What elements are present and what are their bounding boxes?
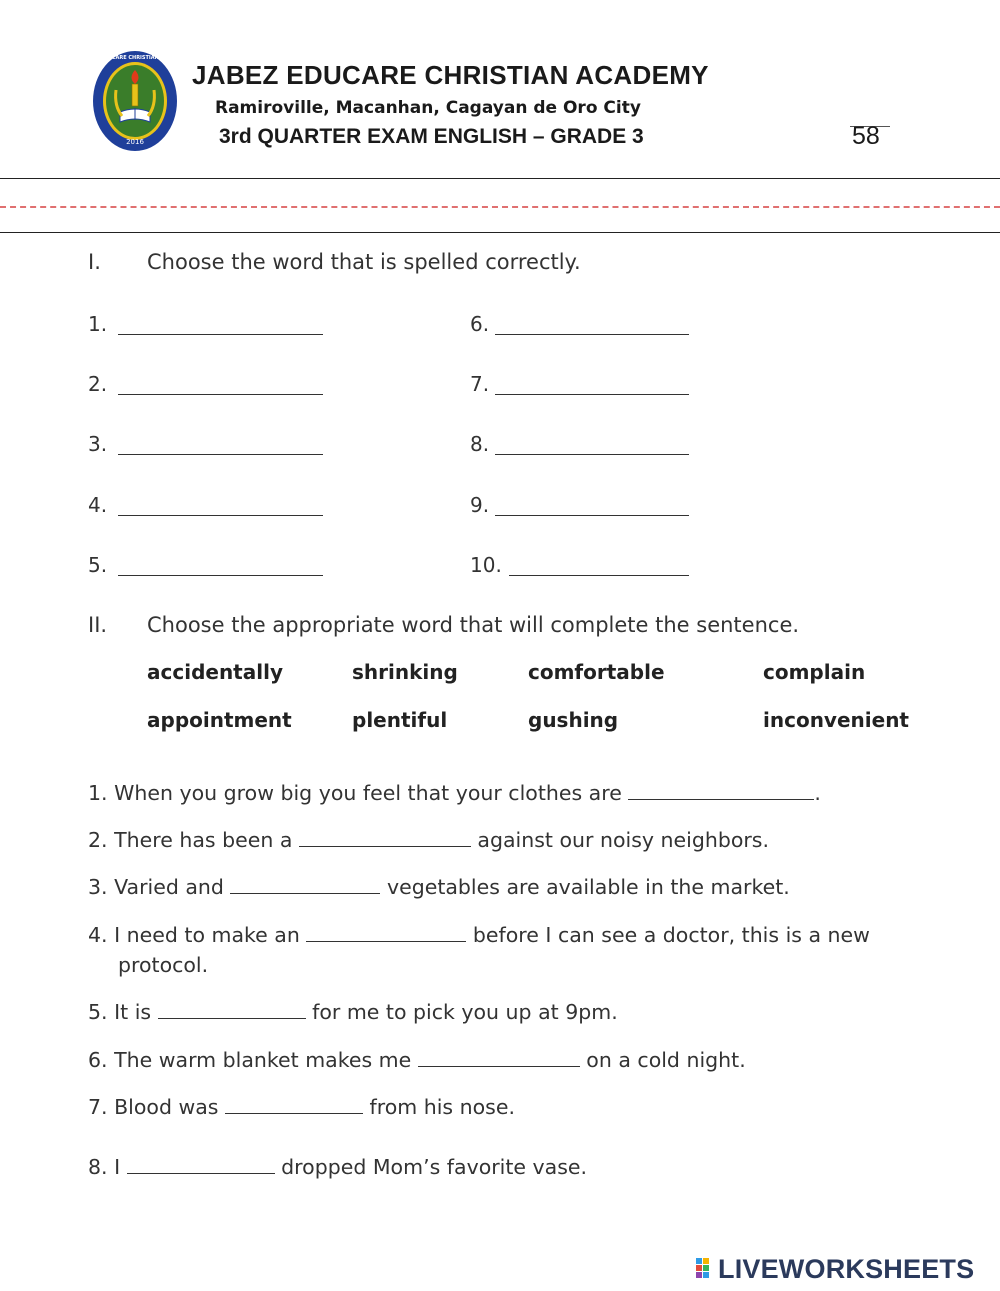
s1-item-label: 9. <box>470 493 490 517</box>
sentence-number: 6. <box>88 1048 108 1072</box>
s1-answer-blank[interactable] <box>118 334 323 335</box>
section2-numeral: II. <box>88 613 108 637</box>
sentence-number: 8. <box>88 1155 108 1179</box>
school-name: JABEZ EDUCARE CHRISTIAN ACADEMY <box>192 60 709 90</box>
s1-item-label: 1. <box>88 312 108 336</box>
s1-answer-blank[interactable] <box>118 454 323 455</box>
word-bank-item: inconvenient <box>763 708 909 732</box>
sentence-blank[interactable] <box>230 875 380 894</box>
sentence-blank[interactable] <box>225 1095 363 1114</box>
section1-instruction: Choose the word that is spelled correctly. <box>147 250 581 274</box>
logo-ring-text: JABEZ EDUCARE CHRISTIAN ACADEMY <box>81 55 189 61</box>
sentence-blank[interactable] <box>299 828 471 847</box>
word-bank-item: accidentally <box>147 660 283 684</box>
word-bank-item: gushing <box>528 708 619 732</box>
sentence-number: 7. <box>88 1095 108 1119</box>
s1-answer-blank[interactable] <box>495 515 689 516</box>
sentence-2: 2. There has been a against our noisy neighbors. <box>88 828 770 852</box>
s1-item-label: 4. <box>88 493 108 517</box>
sentence-blank[interactable] <box>127 1155 275 1174</box>
sentence-1: 1. When you grow big you feel that your clothes are . <box>88 781 821 805</box>
liveworksheets-icon <box>696 1258 716 1282</box>
section1-numeral: I. <box>88 250 101 274</box>
sentence-number: 4. <box>88 923 108 947</box>
sentence-number: 5. <box>88 1000 108 1024</box>
s1-item-label: 10. <box>470 553 502 577</box>
sentence-5: 5. It is for me to pick you up at 9pm. <box>88 1000 618 1024</box>
word-bank-item: appointment <box>147 708 292 732</box>
s1-item-label: 7. <box>470 372 490 396</box>
sentence-blank[interactable] <box>628 781 814 800</box>
s1-item-label: 2. <box>88 372 108 396</box>
header-rule-top <box>0 178 1000 179</box>
logo-year: 2016 <box>126 138 144 146</box>
s1-answer-blank[interactable] <box>495 394 689 395</box>
sentence-4: 4. I need to make an before I can see a doctor, this is a new <box>88 923 870 947</box>
liveworksheets-brand[interactable]: LIVEWORKSHEETS <box>718 1254 975 1284</box>
section2-instruction: Choose the appropriate word that will complete the sentence. <box>147 613 800 637</box>
word-bank-item: shrinking <box>352 660 458 684</box>
s1-item-label: 6. <box>470 312 490 336</box>
word-bank-item: complain <box>763 660 866 684</box>
word-bank-item: plentiful <box>352 708 448 732</box>
s1-answer-blank[interactable] <box>118 515 323 516</box>
sentence-number: 1. <box>88 781 108 805</box>
s1-item-label: 8. <box>470 432 490 456</box>
sentence-blank[interactable] <box>158 1000 306 1019</box>
sentence-blank[interactable] <box>418 1048 580 1067</box>
cut-line <box>0 206 1000 208</box>
word-bank-item: comfortable <box>528 660 665 684</box>
s1-answer-blank[interactable] <box>509 575 689 576</box>
sentence-4-continuation: protocol. <box>118 953 209 977</box>
sentence-number: 3. <box>88 875 108 899</box>
s1-answer-blank[interactable] <box>495 334 689 335</box>
s1-item-label: 5. <box>88 553 108 577</box>
header-rule-bottom <box>0 232 1000 233</box>
sentence-8: 8. I dropped Mom’s favorite vase. <box>88 1155 588 1179</box>
sentence-number: 2. <box>88 828 108 852</box>
sentence-blank[interactable] <box>306 923 466 942</box>
school-address: Ramiroville, Macanhan, Cagayan de Oro City <box>215 98 641 118</box>
exam-title: 3rd QUARTER EXAM ENGLISH – GRADE 3 <box>219 125 644 148</box>
s1-answer-blank[interactable] <box>118 575 323 576</box>
s1-answer-blank[interactable] <box>495 454 689 455</box>
sentence-7: 7. Blood was from his nose. <box>88 1095 515 1119</box>
score-value: 58 <box>852 122 880 150</box>
school-logo <box>81 50 189 152</box>
s1-item-label: 3. <box>88 432 108 456</box>
s1-answer-blank[interactable] <box>118 394 323 395</box>
sentence-6: 6. The warm blanket makes me on a cold night. <box>88 1048 746 1072</box>
sentence-3: 3. Varied and vegetables are available in the market. <box>88 875 790 899</box>
